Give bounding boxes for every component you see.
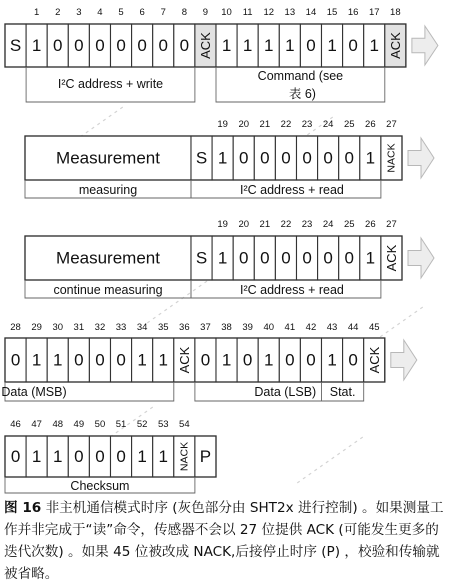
- bit-number: 25: [343, 119, 355, 130]
- bit-value: 1: [53, 447, 63, 466]
- ack-label: ACK: [176, 346, 192, 374]
- measurement-label: Measurement: [56, 148, 160, 168]
- bit-number: 49: [73, 419, 85, 430]
- bit-number: 18: [390, 7, 401, 18]
- bit-value: 0: [242, 350, 253, 370]
- stat-annotation: Stat.: [329, 385, 356, 399]
- status-annotation: continue measuring: [53, 283, 163, 297]
- caption-text: 非主机通信模式时序 (灰色部分由 SHT2x 进行控制) 。如果测量工作并非完成于“读”命令，传感器不会以 27 位提供 ACK (可能发生更多的迭代次数) 。如果 45 位被改成 NACK,后接停止时序 (P) ，校验和传输就被省略。: [4, 500, 444, 582]
- timing-row-3: [25, 219, 434, 298]
- ack-label: ACK: [383, 244, 399, 272]
- address-annotation: I²C address + write: [57, 77, 164, 91]
- bit-number: 36: [179, 322, 190, 333]
- bit-number: 34: [136, 322, 148, 333]
- bit-value: 0: [137, 36, 147, 55]
- bit-value: S: [195, 148, 208, 168]
- bit-value: 1: [53, 350, 63, 370]
- timing-row-1: [5, 7, 438, 102]
- bit-value: 0: [239, 248, 249, 268]
- bit-number: 20: [238, 219, 250, 230]
- bit-value: S: [9, 36, 22, 55]
- lsb-annotation: Data (LSB): [254, 385, 317, 399]
- bit-value: 0: [10, 350, 21, 370]
- bit-number: 23: [301, 119, 313, 130]
- bit-number: 13: [284, 7, 296, 18]
- bit-value: 1: [31, 447, 42, 466]
- bit-number: 9: [202, 7, 209, 18]
- bit-value: 1: [137, 350, 147, 370]
- bit-value: 0: [323, 248, 333, 268]
- bit-number: 19: [217, 119, 228, 130]
- continue-arrow: [408, 238, 434, 278]
- msb-annotation: Data (MSB): [1, 385, 67, 399]
- bit-number: 21: [259, 119, 271, 130]
- bit-value: 0: [302, 248, 312, 268]
- bit-number: 27: [386, 219, 397, 230]
- bit-number: 31: [73, 322, 85, 333]
- bit-number: 32: [94, 322, 106, 333]
- ack-label: ACK: [366, 346, 382, 374]
- bit-number: 12: [263, 7, 275, 18]
- bit-number: 20: [238, 119, 250, 130]
- status-annotation: measuring: [78, 183, 138, 197]
- bit-value: 0: [306, 350, 316, 370]
- bit-value: 0: [95, 350, 105, 370]
- bit-value: 1: [365, 148, 376, 168]
- bit-value: 0: [302, 148, 312, 168]
- bit-value: 0: [53, 36, 63, 55]
- bit-value: 0: [200, 350, 211, 370]
- bit-number: 6: [139, 7, 145, 18]
- bit-number: 41: [284, 322, 296, 333]
- bit-number: 53: [157, 419, 169, 430]
- timing-row-4: [1, 322, 416, 401]
- bit-number: 46: [10, 419, 21, 430]
- bit-number: 24: [322, 119, 334, 130]
- bit-number: 43: [326, 322, 338, 333]
- bit-number: 22: [280, 119, 292, 130]
- continue-arrow: [391, 340, 417, 380]
- checksum-annotation: Checksum: [70, 479, 130, 493]
- bit-number: 11: [242, 7, 253, 18]
- bit-number: 39: [242, 322, 253, 333]
- continue-arrow: [408, 138, 434, 178]
- command-annotation: Command (see: [257, 69, 344, 83]
- read-address-annotation: I²C address + read: [240, 283, 344, 297]
- bit-value: 1: [31, 350, 42, 370]
- bit-number: 10: [221, 7, 232, 18]
- bit-value: 0: [281, 248, 291, 268]
- bit-value: 0: [74, 36, 84, 55]
- ack-label: ACK: [197, 32, 213, 59]
- bit-number: 19: [217, 219, 228, 230]
- bit-value: 1: [221, 350, 232, 370]
- bit-value: S: [195, 248, 208, 268]
- bit-value: 0: [74, 350, 84, 370]
- figure-caption: [4, 497, 445, 585]
- bit-number: 1: [34, 7, 40, 18]
- bit-value: 1: [31, 36, 42, 55]
- timing-row-5: [5, 419, 216, 493]
- bit-value: 1: [365, 248, 376, 268]
- bit-number: 21: [259, 219, 271, 230]
- bit-number: 51: [115, 419, 127, 430]
- bit-number: 5: [118, 7, 124, 18]
- bit-number: 8: [181, 7, 187, 18]
- bit-number: 35: [157, 322, 169, 333]
- bit-value: 0: [260, 148, 270, 168]
- bit-number: 3: [76, 7, 82, 18]
- bit-value: 0: [306, 36, 316, 55]
- bit-number: 16: [347, 7, 359, 18]
- bit-number: 40: [263, 322, 275, 333]
- bit-value: 0: [344, 248, 354, 268]
- bit-number: 14: [305, 7, 317, 18]
- bit-value: 0: [74, 447, 84, 466]
- watermark-mark: [297, 437, 363, 483]
- bit-value: 1: [242, 36, 253, 55]
- bit-value: 1: [217, 248, 228, 268]
- command-annotation-ref: 表 6): [288, 87, 316, 101]
- bit-value: 0: [10, 447, 21, 466]
- bit-number: 45: [368, 322, 380, 333]
- bit-number: 25: [343, 219, 355, 230]
- nack-label: NACK: [385, 143, 398, 173]
- bit-value: 0: [95, 36, 105, 55]
- timing-rows: [1, 7, 438, 493]
- bit-number: 23: [301, 219, 313, 230]
- bit-value: 1: [158, 447, 168, 466]
- bit-number: 52: [136, 419, 148, 430]
- bit-number: 37: [200, 322, 211, 333]
- bit-value: 0: [348, 36, 358, 55]
- bit-value: 1: [217, 148, 228, 168]
- bit-number: 44: [347, 322, 359, 333]
- bit-number: 24: [322, 219, 334, 230]
- figure-label: 图 16: [4, 500, 42, 516]
- bit-value: 1: [221, 36, 232, 55]
- bit-value: 0: [285, 350, 295, 370]
- bit-number: 48: [52, 419, 64, 430]
- bit-number: 26: [365, 219, 376, 230]
- continue-arrow: [412, 26, 438, 65]
- bit-number: 28: [10, 322, 21, 333]
- read-address-annotation: I²C address + read: [240, 183, 344, 197]
- bit-value: 0: [344, 148, 354, 168]
- bit-number: 17: [368, 7, 380, 18]
- bit-value: 0: [260, 248, 270, 268]
- bit-value: 0: [116, 36, 126, 55]
- bit-value: 0: [239, 148, 249, 168]
- bit-value: 0: [116, 447, 126, 466]
- bit-value: 1: [369, 36, 379, 55]
- ack-label: ACK: [387, 32, 403, 59]
- nack-label: NACK: [178, 441, 191, 472]
- measurement-label: Measurement: [56, 248, 160, 268]
- bit-number: 26: [365, 119, 376, 130]
- bit-number: 15: [326, 7, 338, 18]
- bit-value: 0: [348, 350, 358, 370]
- bit-value: 1: [264, 36, 274, 55]
- bit-number: 54: [179, 419, 190, 430]
- bit-number: 30: [52, 322, 64, 333]
- bit-value: 0: [95, 447, 105, 466]
- bit-number: 2: [55, 7, 61, 18]
- bit-value: 0: [158, 36, 168, 55]
- bit-value: 1: [264, 350, 274, 370]
- bit-value: 1: [137, 447, 147, 466]
- bit-number: 4: [97, 7, 103, 18]
- timing-row-2: [25, 119, 434, 198]
- bit-number: 29: [31, 322, 42, 333]
- bit-value: 0: [179, 36, 190, 55]
- bit-value: 1: [158, 350, 168, 370]
- bit-number: 33: [115, 322, 127, 333]
- bit-number: 38: [221, 322, 232, 333]
- bit-value: 1: [327, 350, 337, 370]
- bit-number: 22: [280, 219, 292, 230]
- bit-number: 50: [94, 419, 106, 430]
- bit-value: 1: [285, 36, 295, 55]
- bit-value: 1: [327, 36, 337, 55]
- bit-number: 42: [305, 322, 317, 333]
- bit-number: 27: [386, 119, 397, 130]
- bit-value: P: [199, 447, 212, 466]
- bit-number: 7: [160, 7, 166, 18]
- bit-value: 0: [116, 350, 126, 370]
- watermark-stroke: [297, 437, 363, 483]
- bit-number: 47: [31, 419, 42, 430]
- bit-value: 0: [323, 148, 333, 168]
- bit-value: 0: [281, 148, 291, 168]
